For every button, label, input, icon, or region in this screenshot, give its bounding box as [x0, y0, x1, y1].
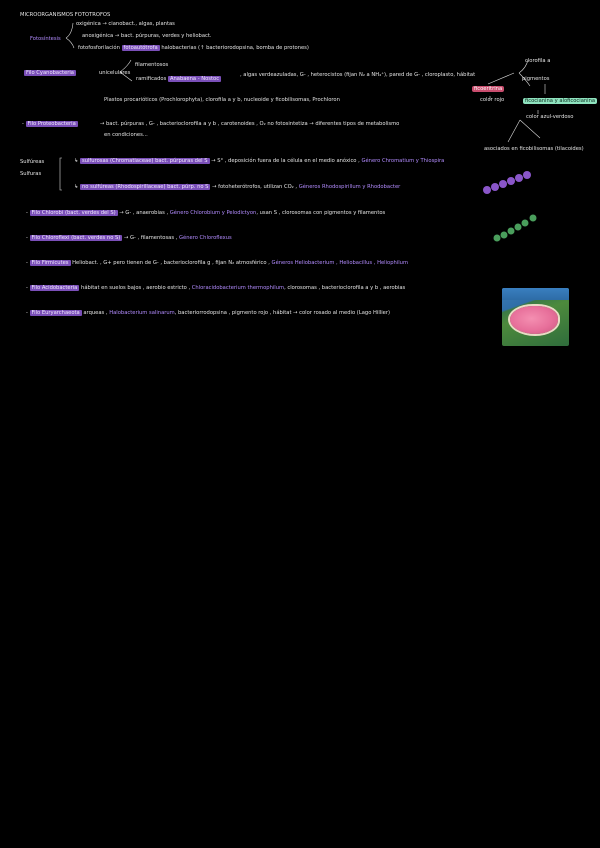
- fotosintesis-label: Fotosíntesis: [30, 36, 61, 42]
- proteobacteria-heading: - Filo Proteobacteria: [22, 121, 76, 127]
- side-note-bottom: asociados en ficobilisomas (tilacoides): [484, 146, 584, 152]
- phylum-row: - Filo Firmicutes Heliobact. , G+ pero tienen de G- , bacterioclorofila g , fijan N₂ atmosférico , Géneros Heliobacterium , Heliobacillus , Heliophilum: [26, 260, 409, 266]
- purple-filament-drawing: [483, 171, 531, 194]
- morph-option: ramificados Anabaena - Nostoc: [136, 76, 220, 82]
- phylum-row: - Filo Chloroflexi (bact. verdes no S) → G- , filamentosas , Género Chloroflexus: [26, 235, 232, 241]
- proteobacteria-desc: → bact. púrpuras , G- , bacterioclorofila a y b , carotenoides , O₂ no fotosintetiza → diferentes tipos de metabolismo: [100, 121, 400, 127]
- cyanobacteria-heading: Filo Cyanobacteria: [26, 70, 74, 76]
- side-note-mid: pigmentos: [522, 76, 550, 82]
- cyanobacteria-desc: , algas verdeazuladas, G- , heterocistos (fijan N₂ a NH₄⁺), pared de G- , cloroplasto, hábitat: [240, 72, 476, 78]
- side-note-top: clorofila a: [525, 58, 551, 64]
- pigment-badge-green: ficocianina y aloficocianina: [525, 98, 596, 104]
- sulfur-row: ↳ sulfurosas (Chromatiaceae) bact. púrpuras del S → S° , deposición fuera de la célula en el medio anóxico , Género Chromatium y Thiospira: [74, 158, 445, 164]
- pigment-badge-pink: ficoeritrina: [474, 86, 503, 92]
- pigment-sub-green: color azul-verdoso: [526, 114, 574, 120]
- phylum-row: - Filo Acidobacteria hábitat en suelos bajos , aerobio estricto , Chloracidobacterium thermophilum, clorosomas , bacterioclorofila a y b , aerobias: [26, 285, 406, 291]
- fotosintesis-branch: fotofosforilación fotoautótrofa halobacterias (↑ bacteriorodopsina, bomba de protones): [78, 45, 309, 51]
- page-title: MICROORGANISMOS FOTOTROFOS: [20, 12, 111, 18]
- pink-lake-photo: [502, 288, 569, 346]
- sulfur-row: ↳ no sulfúreas (Rhodospirillaceae) bact. púrp. no S → fotoheterótrofos, utilizan CO₂ , Géneros Rhodospirillum y Rhodobacter: [74, 184, 401, 190]
- cyanobacteria-morph: unicelulares: [99, 70, 131, 76]
- sulfur-label: Sulfuras: [20, 171, 42, 177]
- morph-option: filamentosos: [135, 62, 169, 68]
- phylum-row: - Filo Chlorobi (bact. verdes del S) → G- , anaerobias , Género Chlorobium y Pelodictyon, usan S , clorosomas con pigmentos y filamentos: [26, 210, 386, 216]
- sulfur-label: Sulfúreas: [20, 159, 45, 165]
- proteobacteria-desc2: en condiciones...: [104, 132, 148, 138]
- phylum-row: - Filo Euryarchaeota arqueas , Halobacterium salinarum, bacteriorrodopsina , pigmento rojo , hábitat → color rosado al medio (Lago Hillier): [26, 310, 391, 316]
- cyanobacteria-line2: Plastos procarióticos (Prochlorophyta), clorofila a y b, nucleoide y ficobilisomas, Prochloron: [104, 97, 340, 103]
- fotosintesis-branch: oxigénica → cianobact., algas, plantas: [76, 21, 175, 27]
- green-filament-drawing: [494, 215, 537, 242]
- fotosintesis-branch: anoxigénica → bact. púrpuras, verdes y heliobact.: [82, 33, 212, 39]
- pigment-sub-pink: color rojo: [480, 97, 505, 103]
